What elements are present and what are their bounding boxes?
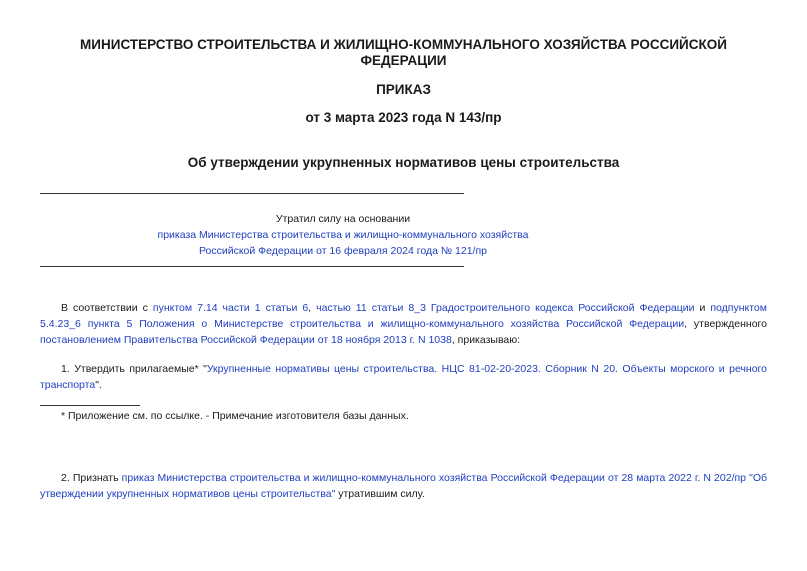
item-1-text: 1. Утвердить прилагаемые* " bbox=[61, 363, 207, 375]
status-top-rule bbox=[40, 193, 464, 194]
preamble-paragraph bbox=[40, 300, 767, 348]
status-note-text: Утратил силу на основании bbox=[275, 213, 411, 225]
preamble-text: , утвержденного bbox=[684, 318, 767, 330]
link-government-decree[interactable]: постановлением Правительства Российской Федерации от 18 ноября 2013 г. N 1038 bbox=[40, 334, 452, 346]
link-ncs-collection-20[interactable]: Укрупненные нормативы цены строительства. НЦС 81-02-20-2023. Сборник N 20. Объекты морского и речного транспорта bbox=[40, 363, 767, 391]
status-note-link-line1[interactable]: приказа Министерства строительства и жилищно-коммунального хозяйства bbox=[157, 229, 529, 241]
footnote-rule bbox=[40, 405, 140, 406]
item-2-text: 2. Признать bbox=[61, 472, 122, 484]
status-bottom-rule bbox=[40, 266, 464, 267]
item-2-text: утратившим силу. bbox=[335, 488, 425, 500]
ministry-heading: МИНИСТЕРСТВО СТРОИТЕЛЬСТВА И ЖИЛИЩНО-КОММУНАЛЬНОГО ХОЗЯЙСТВА РОССИЙСКОЙ ФЕДЕРАЦИИ bbox=[80, 37, 727, 68]
link-article-6[interactable]: пунктом 7.14 части 1 статьи 6 bbox=[152, 302, 309, 314]
status-note bbox=[40, 211, 646, 259]
link-order-202[interactable]: приказ Министерства строительства и жилищно-коммунального хозяйства Российской Федерации от 28 марта 2022 г. N 202/пр "Об утверждении укрупненных нормативов цены строительства" bbox=[40, 472, 767, 500]
item-1-paragraph bbox=[40, 361, 767, 393]
date-number-heading: от 3 марта 2023 года N 143/пр bbox=[305, 110, 502, 125]
link-article-8-3[interactable]: частью 11 статьи 8_3 Градостроительного кодекса Российской Федерации bbox=[316, 302, 695, 314]
doc-type-heading: ПРИКАЗ bbox=[376, 82, 431, 97]
preamble-text: В соответствии с bbox=[61, 302, 153, 314]
subject-heading: Об утверждении укрупненных нормативов цены строительства bbox=[187, 155, 620, 170]
preamble-text: и bbox=[694, 302, 711, 314]
preamble-text: , приказываю: bbox=[451, 334, 521, 346]
footnote: * Приложение см. по ссылке. - Примечание изготовителя базы данных. bbox=[61, 410, 409, 422]
status-note-link-line2[interactable]: Российской Федерации от 16 февраля 2024 года № 121/пр bbox=[198, 245, 487, 257]
preamble-text: , bbox=[308, 302, 317, 314]
item-2-paragraph bbox=[40, 470, 767, 502]
item-1-text: ". bbox=[95, 379, 102, 391]
link-regulation-subpoint[interactable]: подпунктом 5.4.23_6 пункта 5 Положения о Министерстве строительства и жилищно-коммунального хозяйства Российской Федерации bbox=[40, 302, 767, 330]
